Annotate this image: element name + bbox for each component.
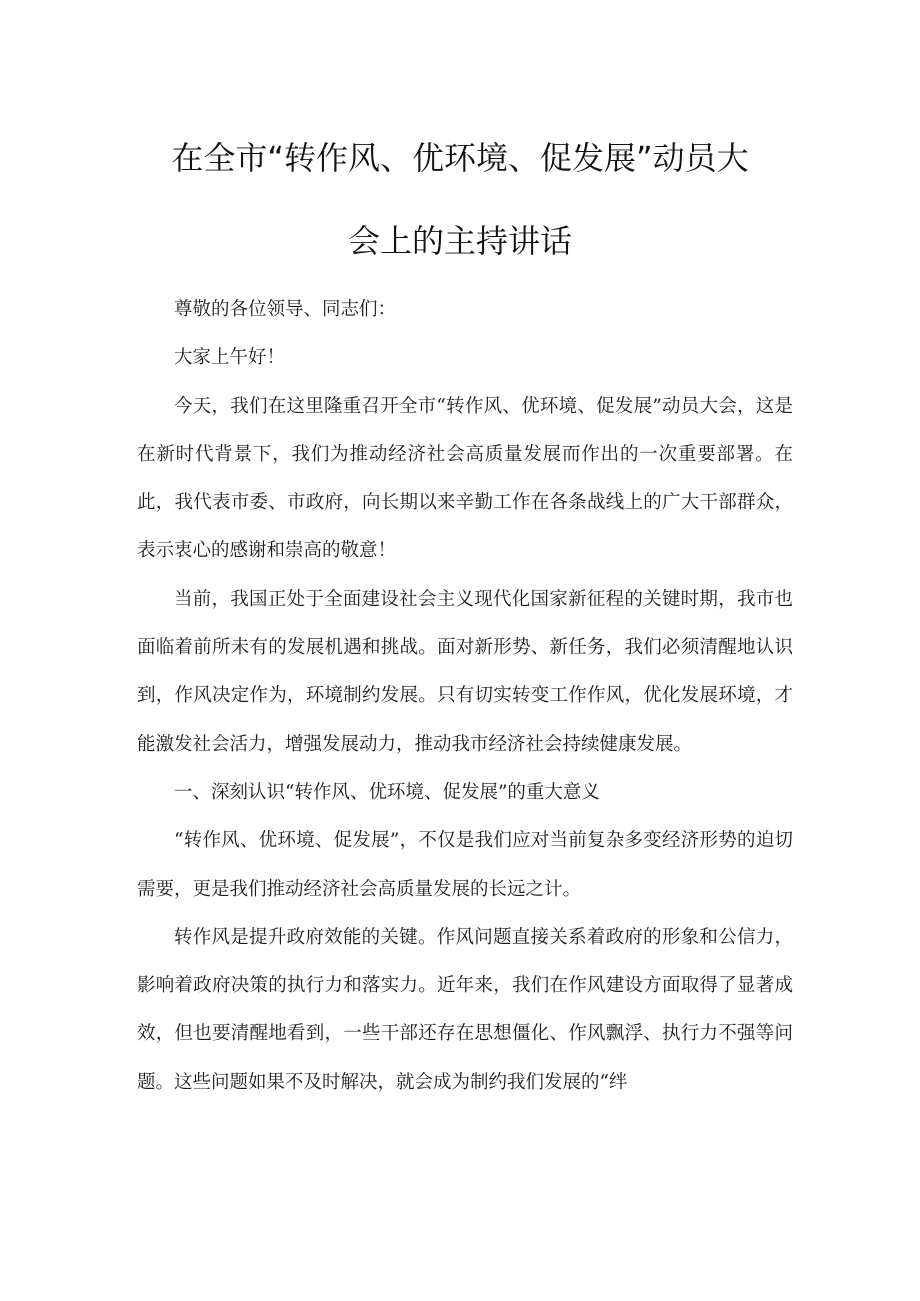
body-paragraph: 今天，我们在这里隆重召开全市“转作风、优环境、促发展”动员大会，这是在新时代背景下，我们为推动经济社会高质量发展而作出的一次重要部署。在此，我代表市委、市政府，向长期以来辛勤工作在各条战线上的广大干部群众，表示衷心的感谢和崇高的敬意！	[137, 395, 793, 562]
greeting: 大家上午好！	[174, 347, 286, 369]
body-paragraph: “转作风、优环境、促发展”，不仅是我们应对当前复杂多变经济形势的迫切需要，更是我们推动经济社会高质量发展的长远之计。	[137, 830, 793, 900]
body-paragraph: 当前，我国正处于全面建设社会主义现代化国家新征程的关键时期，我市也面临着前所未有的发展机遇和挑战。面对新形势、新任务，我们必须清醒地认识到，作风决定作为，环境制约发展。只有切实转变工作作风，优化发展环境，才能激发社会活力，增强发展动力，推动我市经济社会持续健康发展。	[137, 588, 793, 755]
section-heading: 一、深刻认识“转作风、优环境、促发展”的重大意义	[174, 781, 600, 803]
document-title-line-2: 会上的主持讲话	[347, 222, 572, 260]
salutation: 尊敬的各位领导、同志们：	[174, 299, 397, 320]
document-title-line-1: 在全市“转作风、优环境、促发展”动员大	[171, 139, 749, 177]
body-paragraph: 转作风是提升政府效能的关键。作风问题直接关系着政府的形象和公信力，影响着政府决策的执行力和落实力。近年来，我们在作风建设方面取得了显著成效，但也要清醒地看到，一些干部还存在思想僵化、作风飘浮、执行力不强等问题。这些问题如果不及时解决，就会成为制约我们发展的“绊	[137, 926, 793, 1093]
document-body	[137, 286, 793, 1107]
